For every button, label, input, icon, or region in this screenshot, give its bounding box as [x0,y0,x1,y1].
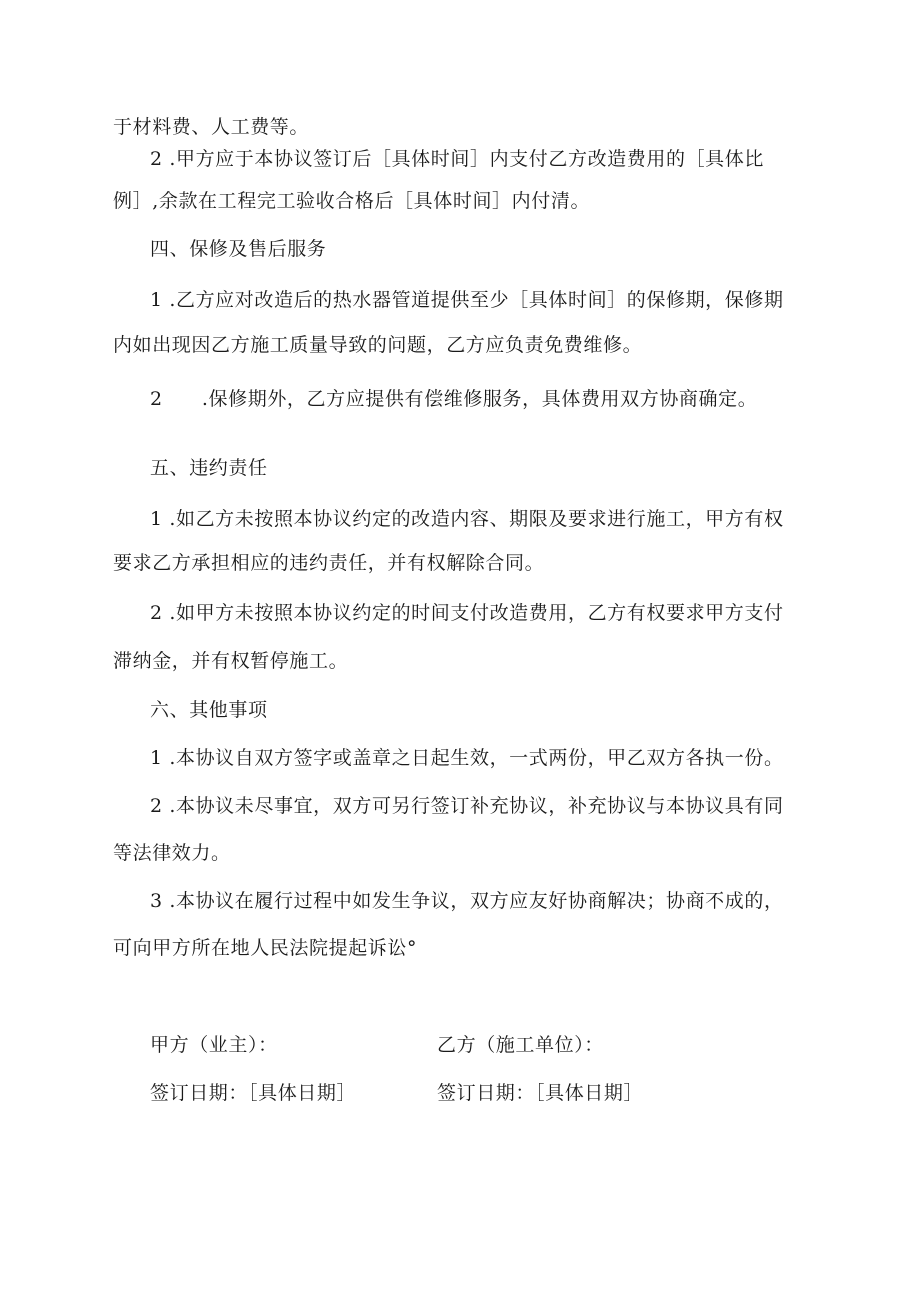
paragraph-line: 3 .本协议在履行过程中如发生争议，双方应友好协商解决；协商不成的， [150,890,784,912]
paragraph-line: 内如出现因乙方施工质量导致的问题，乙方应负责免费维修。 [113,334,643,356]
paragraph-line: 等法律效力。 [113,842,231,864]
party-b-date: 签订日期：［具体日期］ [437,1082,644,1104]
section-heading: 六、其他事项 [150,699,268,721]
paragraph-line: 例］,余款在工程完工验收合格后［具体时间］内付清。 [113,190,591,212]
paragraph-line: 1 .本协议自双方签字或盖章之日起生效，一式两份，甲乙双方各执一份。 [150,747,784,769]
section-heading: 四、保修及售后服务 [150,238,327,260]
paragraph-line: 2 .保修期外，乙方应提供有偿维修服务，具体费用双方协商确定。 [150,388,758,410]
paragraph-line: 可向甲方所在地人民法院提起诉讼° [113,937,418,959]
party-a-label: 甲方（业主）： [150,1034,278,1056]
paragraph-line: 2 .本协议未尽事宜，双方可另行签订补充协议，补充协议与本协议具有同 [150,795,784,817]
paragraph-line: 1 .乙方应对改造后的热水器管道提供至少［具体时间］的保修期，保修期 [150,289,784,311]
party-b-label: 乙方（施工单位）： [437,1034,604,1056]
paragraph-line: 2 .甲方应于本协议签订后［具体时间］内支付乙方改造费用的［具体比 [150,148,764,170]
paragraph-line: 滞纳金，并有权暂停施工。 [113,650,349,672]
section-heading: 五、违约责任 [150,457,268,479]
paragraph-line: 于材料费、人工费等。 [113,116,310,138]
paragraph-line: 要求乙方承担相应的违约责任，并有权解除合同。 [113,552,545,574]
paragraph-line: 2 .如甲方未按照本协议约定的时间支付改造费用，乙方有权要求甲方支付 [150,602,784,624]
paragraph-line: 1 .如乙方未按照本协议约定的改造内容、期限及要求进行施工，甲方有权 [150,508,784,530]
party-a-date: 签订日期：［具体日期］ [150,1082,357,1104]
